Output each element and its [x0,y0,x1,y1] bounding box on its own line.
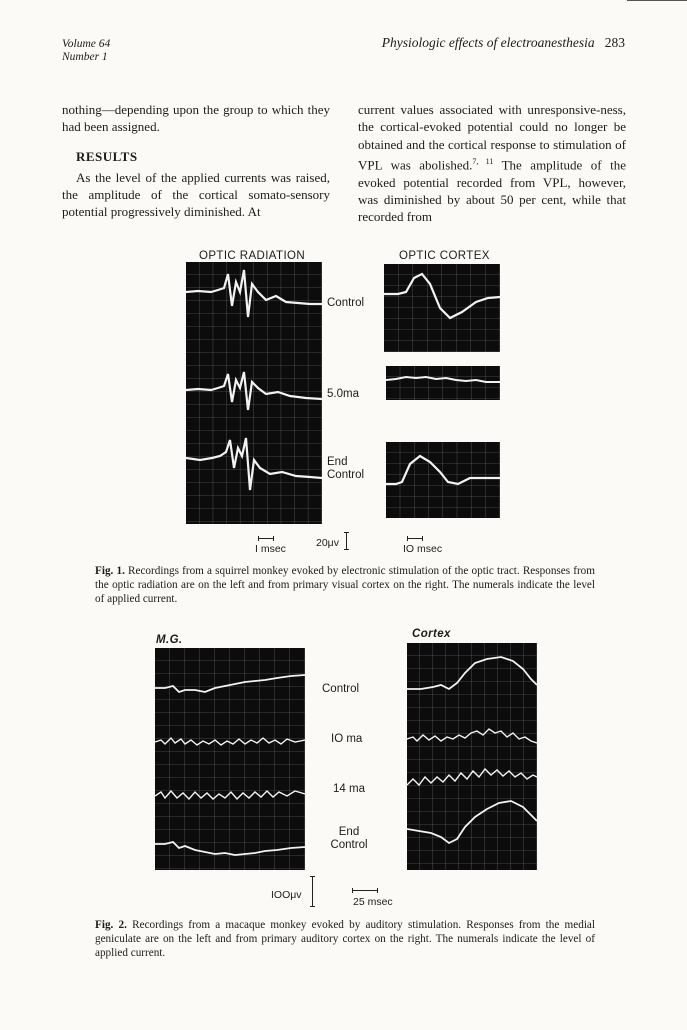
running-title: Physiologic effects of electroanesthesia [381,35,595,50]
fig1-caption-text: Recordings from a squirrel monkey evoked by electronic stimulation of the optic tract. Responses from the optic radiation are on the left and from primary visual cortex on the right. The numerals indicate the level of applied current. [95,565,595,605]
fig2-caption-label: Fig. 2. [95,919,127,931]
fig2-right-title: Cortex [412,628,451,640]
fig2-label-10ma: IO ma [331,733,363,745]
running-header [382,35,625,51]
fig2-medial-geniculate-scope [155,648,305,870]
fig1-scale-time-right: IO msec [403,543,443,555]
fig2-label-control: Control [322,683,360,695]
journal-volume-info [62,38,110,64]
fig1-left-title: OPTIC RADIATION [199,250,306,262]
fig2-time-scale-bar [352,888,378,893]
fig2-right-traces [407,643,537,870]
fig1-optic-radiation-scope [186,262,322,524]
fig1-label-end-control: End Control [327,456,365,481]
fig1-cortex-scope-5ma [386,366,500,400]
number-label: Number 1 [62,51,108,63]
right-paragraph-2: The amplitude of the evoked potential recorded from VPL, however, was diminished by about 50 per cent, while that recorded from [358,157,626,225]
fig2-label-end-control: End Control [330,826,368,851]
page-number: 283 [604,35,625,50]
fig1-caption [95,564,595,606]
fig1-cortex-scope-end-control [386,442,500,518]
reference-superscript: 7, 11 [472,156,494,166]
fig1-time-scale-bar-right [407,536,423,541]
fig1-caption-label: Fig. 1. [95,565,125,577]
fig1-left-traces [186,262,322,524]
top-rule [627,0,687,1]
fig2-scale-time: 25 msec [353,896,393,908]
right-text-column [358,101,626,225]
right-paragraph [358,101,626,225]
fig1-label-5ma: 5.0ma [327,388,359,400]
fig1-amp-scale-bar [344,532,349,550]
left-paragraph-1: nothing—depending upon the group to which they had been assigned. [62,102,330,135]
fig1-label-control: Control [327,297,365,309]
results-heading: RESULTS [76,148,138,164]
fig2-left-traces [155,648,305,870]
fig2-scale-amplitude: IOOμv [271,889,302,901]
fig2-label-14ma: 14 ma [333,783,365,795]
fig1-time-scale-bar-left [258,536,274,541]
fig2-auditory-cortex-scope [407,643,537,870]
fig2-caption [95,918,595,960]
left-paragraph-2: As the level of the applied currents was raised, the amplitude of the cortical somato-sensory potential progressively diminished. At [62,169,330,220]
fig2-amp-scale-bar [310,876,315,907]
left-text-column [62,101,330,221]
fig1-right-title: OPTIC CORTEX [399,250,490,262]
fig1-cortex-scope-control [384,264,500,352]
fig2-caption-text: Recordings from a macaque monkey evoked by auditory stimulation. Responses from the medial geniculate are on the left and from primary auditory cortex on the right. The numerals indicate the level of applied current. [95,919,595,959]
fig1-scale-time-left: I msec [255,543,286,555]
fig2-left-title: M.G. [156,634,183,646]
volume-label: Volume 64 [62,38,111,50]
right-paragraph-1: current values associated with unresponsive-ness, the cortical-evoked potential could no longer be obtained and the cortical response to stimulation of VPL was abolished. [358,102,626,173]
fig1-scale-amplitude: 20μv [316,537,339,549]
